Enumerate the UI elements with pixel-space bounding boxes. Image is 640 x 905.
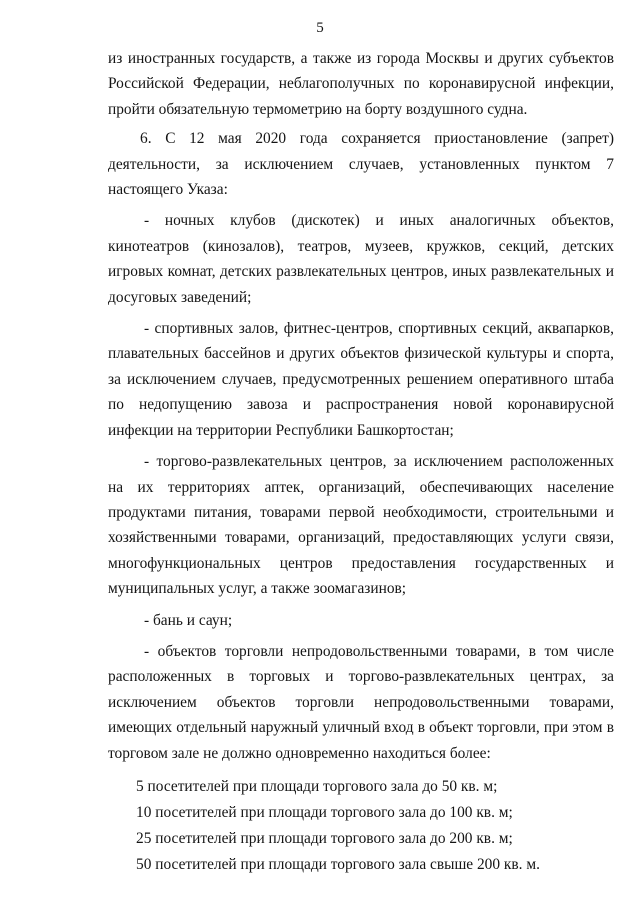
- area-limit-line: 5 посетителей при площади торгового зала до 50 кв. м;: [136, 777, 498, 795]
- area-limit-line: 25 посетителей при площади торгового зала до 200 кв. м;: [136, 829, 513, 847]
- list-item-night-clubs: - ночных клубов (дискотек) и иных аналогичных объектов, кинотеатров (кинозалов), театров, музеев, кружков, секций, детских игровых комнат, детских развлекательных центров, иных развлекательных и досуговых заведений;: [108, 212, 614, 306]
- list-item-non-food-trade: - объектов торговли непродовольственными товарами, в том числе расположенных в торговых и торгово-развлекательных центрах, за исключением объектов торговли непродовольственными товарами, имеющих отдельный наружный уличный вход в объект торговли, при этом в торговом зале не должно одновременно находиться более:: [108, 642, 614, 762]
- document-body: [108, 46, 614, 878]
- paragraph-item-6: 6. С 12 мая 2020 года сохраняется приостановление (запрет) деятельности, за исключением случаев, установленных пунктом 7 настоящего Указа:: [108, 130, 614, 199]
- page-number: 5: [316, 20, 324, 36]
- list-item-shopping-centers: - торгово-развлекательных центров, за исключением расположенных на их территориях аптек, организаций, обеспечивающих население продуктами питания, товарами первой необходимости, строительными и хозяйственными товарами, организаций, предоставляющих услуги связи, многофункциональных центров предоставления государственных и муниципальных услуг, а также зоомагазинов;: [108, 453, 614, 598]
- area-limit-line: 10 посетителей при площади торгового зала до 100 кв. м;: [136, 803, 513, 821]
- area-limits-list: [108, 774, 614, 878]
- area-limit-line: 50 посетителей при площади торгового зала свыше 200 кв. м.: [136, 855, 540, 873]
- list-item-baths-saunas: - бань и саун;: [144, 611, 233, 629]
- paragraph-continuation: из иностранных государств, а также из города Москвы и других субъектов Российской Федерации, неблагополучных по коронавирусной инфекции, пройти обязательную термометрию на борту воздушного судна.: [108, 50, 614, 118]
- list-item-sport-facilities: - спортивных залов, фитнес-центров, спортивных секций, аквапарков, плавательных бассейнов и других объектов физической культуры и спорта, за исключением случаев, предусмотренных решением оперативного штаба по недопущению завоза и распространения новой коронавирусной инфекции на территории Республики Башкортостан;: [108, 320, 614, 439]
